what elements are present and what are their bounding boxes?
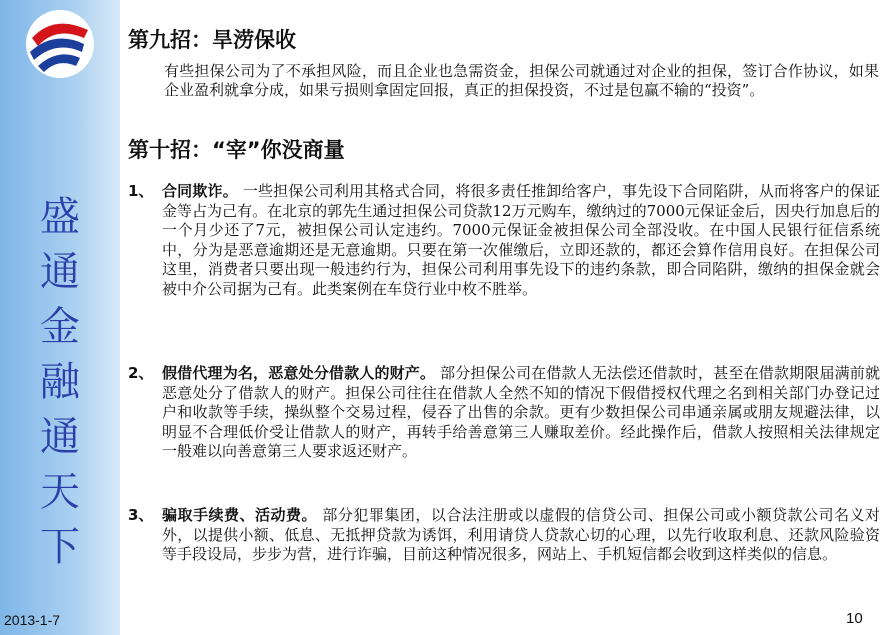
item-number: 2、 <box>128 364 154 382</box>
item-title: 假借代理为名，恶意处分借款人的财产。 <box>162 364 436 382</box>
page-number: 10 <box>846 610 863 627</box>
item-number: 1、 <box>128 182 154 200</box>
item-text: 一些担保公司利用其格式合同，将很多责任推卸给客户，事先设下合同陷阱，从而将客户的保证金等占为己有。在北京的郭先生通过担保公司贷款12万元购车，缴纳过的7000元保证金后，因央行加息后的一个月少还了7元，被担保公司认定违约。7000元保证金被担保公司全部没收。在中国人民银行征信系统中，分为是恶意逾期还是无意逾期。只要在第一次催缴后，立即还款的，都还会算作信用良好。在担保公司这里，消费者只要出现一般违约行为，担保公司利用事先设下的违约条款，即合同陷阱，缴纳的担保金就会被中介公司据为己有。此类案例在车贷行业中枚不胜举。 <box>162 182 880 298</box>
section10-heading: 第十招：“宰”你没商量 <box>128 138 345 162</box>
list-item <box>128 364 884 462</box>
item-title: 骗取手续费、活动费。 <box>162 506 318 524</box>
item-number: 3、 <box>128 506 154 524</box>
list-item <box>128 182 884 299</box>
title-char: 金 <box>40 304 80 350</box>
title-char: 融 <box>40 359 80 405</box>
title-char: 通 <box>40 414 80 460</box>
title-char: 通 <box>40 249 80 295</box>
title-char: 盛 <box>40 194 80 240</box>
list-item <box>128 506 884 565</box>
title-char: 下 <box>40 524 80 570</box>
sidebar <box>0 0 120 635</box>
item-title: 合同欺诈。 <box>162 182 238 200</box>
item-text: 部分担保公司在借款人无法偿还借款时，甚至在借款期限届满前就恶意处分了借款人的财产。担保公司往往在借款人全然不知的情况下假借授权代理之名到相关部门办登记过户和收款等手续，操纵整个交易过程，侵吞了出售的余款。更有少数担保公司串通亲属或朋友规避法律，以明显不合理低价受让借款人的财产，再转手给善意第三人赚取差价。经此操作后，借款人按照相关法律规定一般难以向善意第三人要求返还财产。 <box>162 364 880 460</box>
slide-date: 2013-1-7 <box>4 612 61 628</box>
title-char: 天 <box>40 469 80 515</box>
vertical-company-title <box>22 190 98 575</box>
section9-heading: 第九招：旱涝保收 <box>128 28 296 52</box>
company-logo-icon <box>24 8 96 80</box>
item-text: 部分犯罪集团，以合法注册或以虚假的信贷公司、担保公司或小额贷款公司名义对外，以提供小额、低息、无抵押贷款为诱饵，利用请贷人贷款心切的心理，以先行收取利息、还款风险验资等手段设局，步步为营，进行诈骗，目前这种情况很多，网站上、手机短信都会收到这样类似的信息。 <box>162 506 880 563</box>
section9-text: 有些担保公司为了不承担风险，而且企业也急需资金，担保公司就通过对企业的担保，签订合作协议，如果企业盈利就拿分成，如果亏损则拿固定回报，真正的担保投资，不过是包赢不输的“投资”。 <box>164 62 879 99</box>
